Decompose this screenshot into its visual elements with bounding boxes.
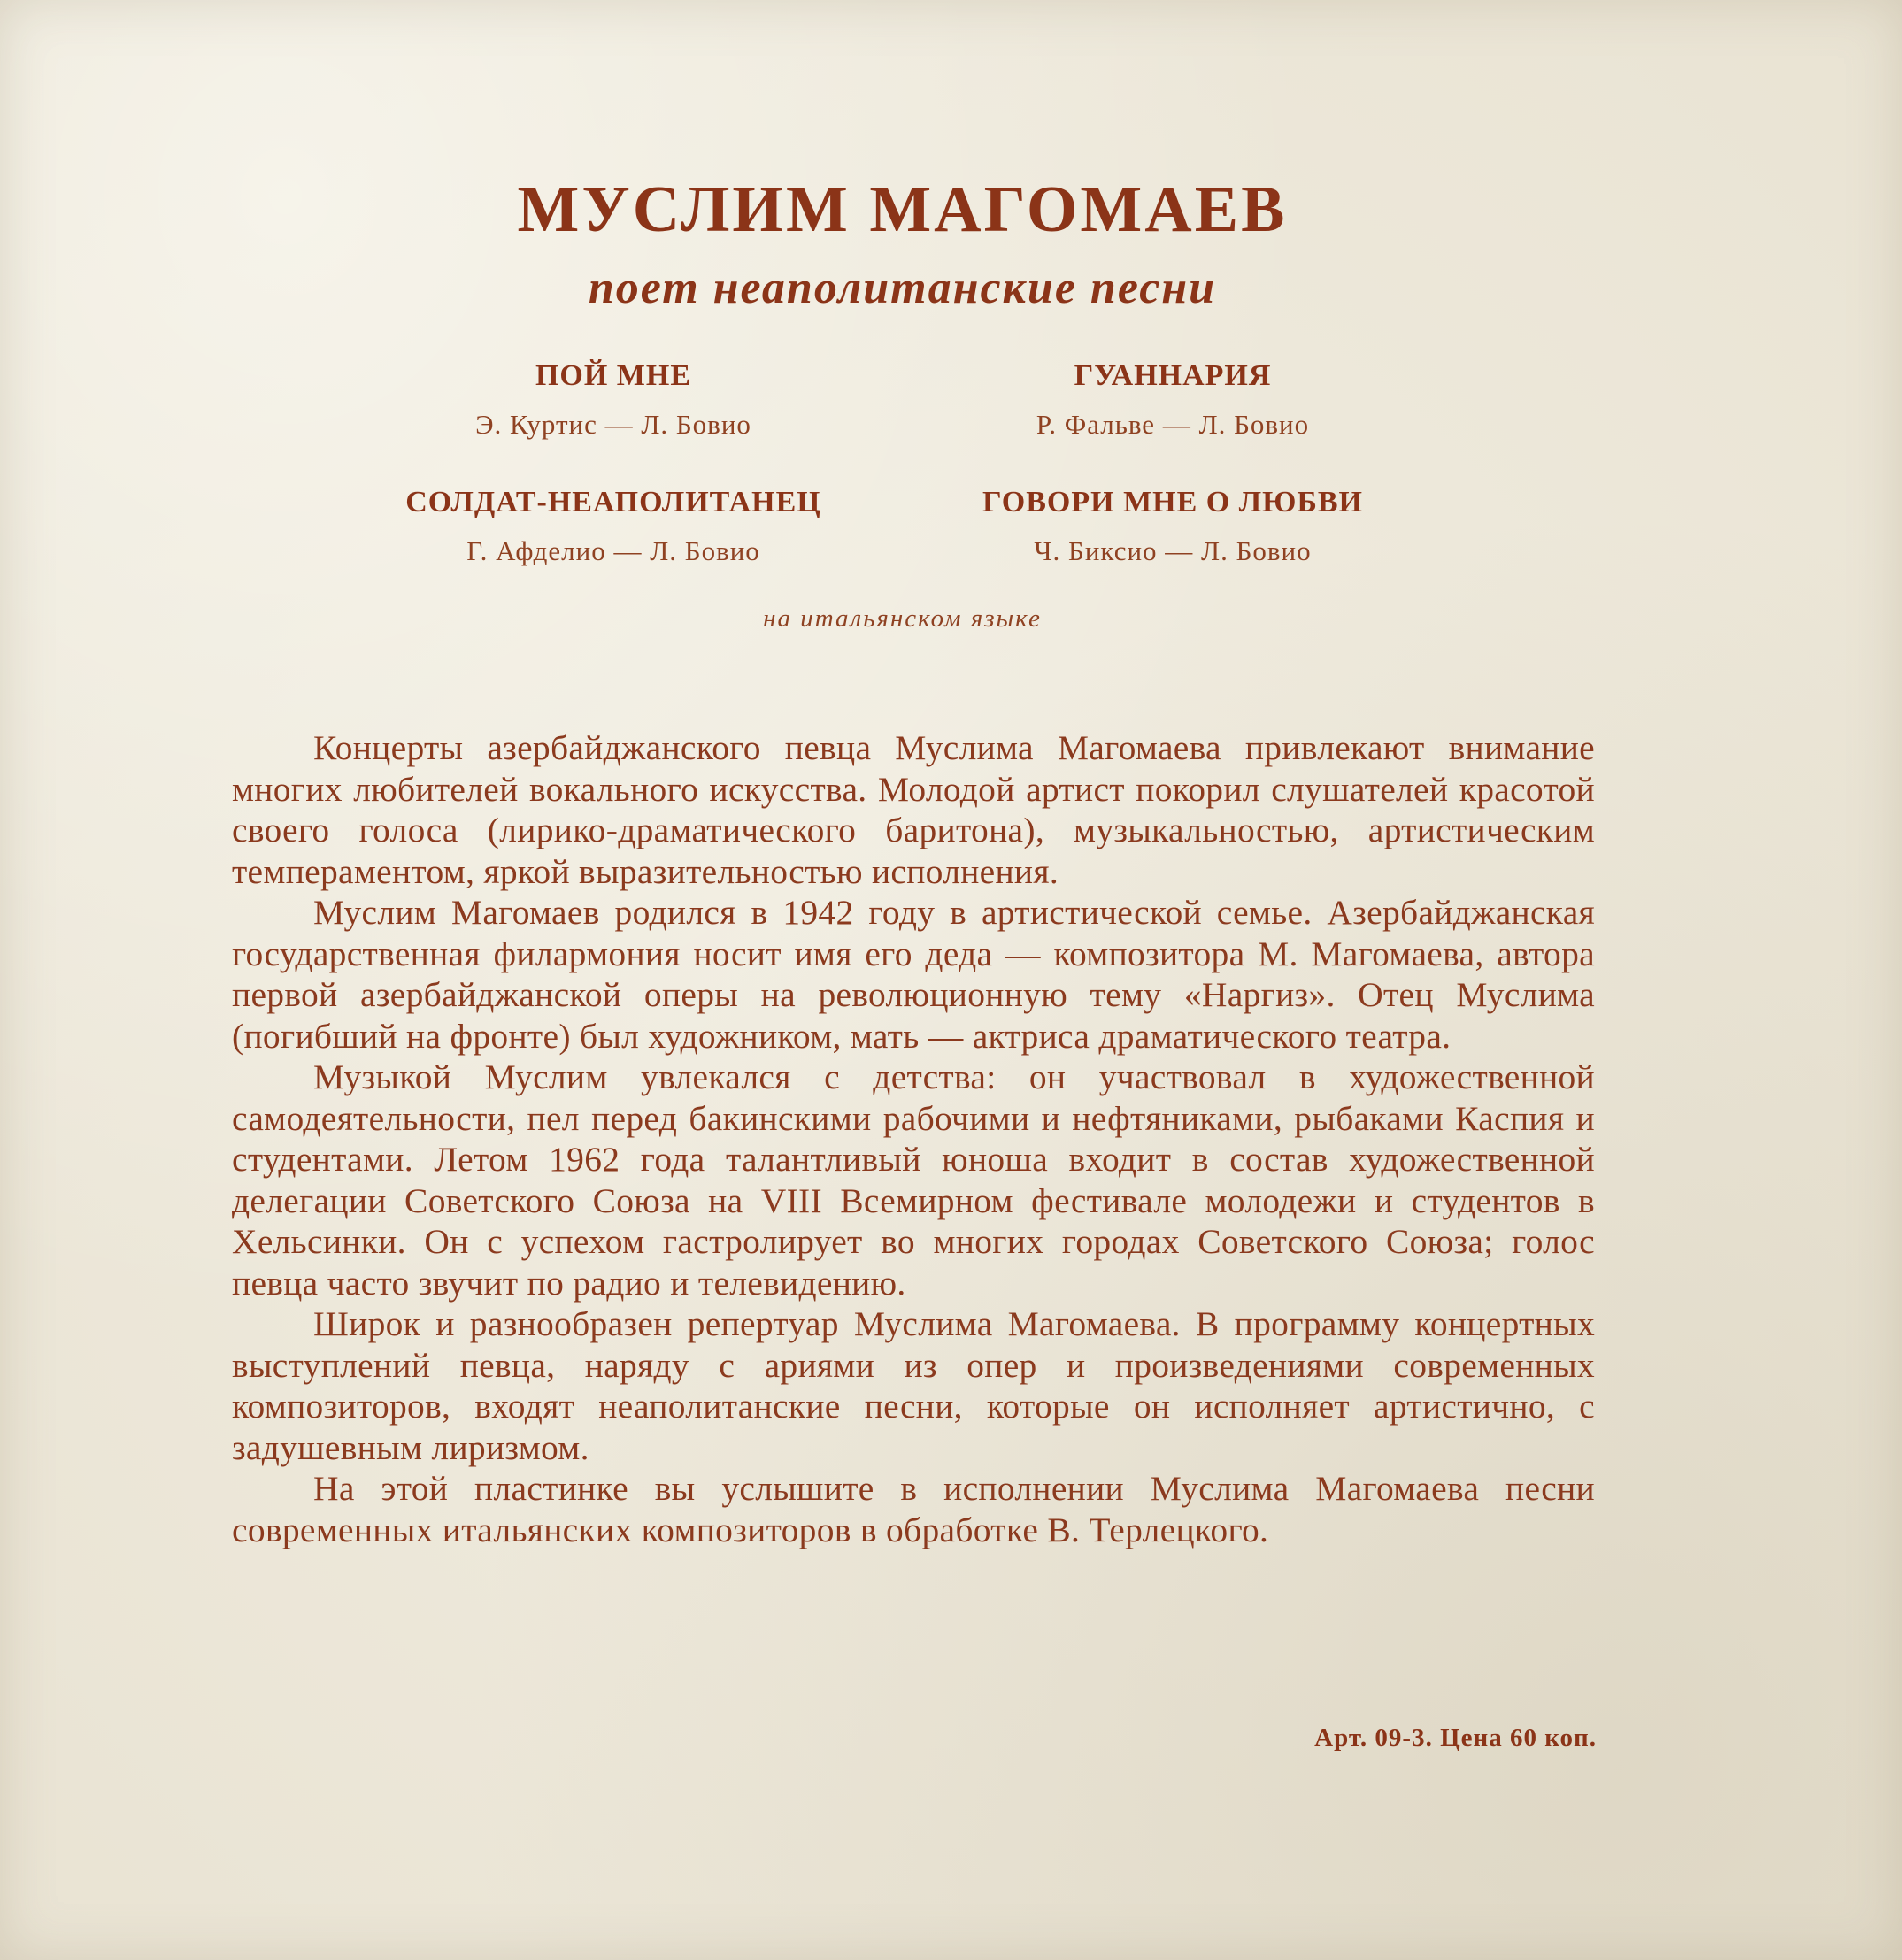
song-authors: Г. Афделио — Л. Бовио bbox=[466, 535, 760, 566]
paragraph-3: Музыкой Муслим увлекался с детства: он участвовал в художественной самодеятельности, пел перед бакинскими рабочими и нефтяниками, рыбаками Каспия и студентами. Летом 1962 года талантливый юноша входит в состав художественной делегации Советского Союза на VIII Всемирном фестивале молодежи и студентов в Хельсинки. Он с успехом гастролирует во многих городах Советского Союза; голос певца часто звучит по радио и телевидению. bbox=[232, 1057, 1595, 1303]
song-3 bbox=[304, 484, 923, 569]
song-authors: Р. Фальве — Л. Бовио bbox=[1036, 409, 1310, 440]
paragraph-2: Муслим Магомаев родился в 1942 году в артистической семье. Азербайджанская государственная филармония носит имя его деда — композитора М. Магомаева, автора первой азербайджанской оперы на революционную тему «Наргиз». Отец Муслима (погибший на фронте) был художником, мать — актриса драматического театра. bbox=[232, 893, 1595, 1056]
song-authors: Ч. Биксио — Л. Бовио bbox=[1034, 535, 1312, 566]
song-title: ПОЙ МНЕ bbox=[535, 359, 692, 392]
language-note: на итальянском языке bbox=[763, 604, 1042, 633]
paragraph-5: На этой пластинке вы услышите в исполнении Муслима Магомаева песни современных итальянских композиторов в обработке В. Терлецкого. bbox=[232, 1469, 1595, 1549]
catalog-price: Арт. 09-3. Цена 60 коп. bbox=[1314, 1724, 1597, 1752]
song-title: ГУАННАРИЯ bbox=[1074, 359, 1272, 392]
paragraph-4: Широк и разнообразен репертуар Муслима Магомаева. В программу концертных выступлений певца, наряду с ариями из опер и произведениями современных композиторов, входят неаполитанские песни, которые он исполняет артистично, с задушевным лиризмом. bbox=[232, 1304, 1595, 1467]
paragraph-1: Концерты азербайджанского певца Муслима Магомаева привлекают внимание многих любителей вокального искусства. Молодой артист покорил слушателей красотой своего голоса (лирико-драматического баритона), музыкальностью, артистическим темпераментом, яркой выразительностью исполнения. bbox=[232, 728, 1595, 891]
song-4 bbox=[863, 484, 1482, 569]
liner-notes bbox=[232, 727, 1595, 1550]
song-1 bbox=[304, 357, 923, 442]
song-title: ГОВОРИ МНЕ О ЛЮБВИ bbox=[982, 486, 1363, 519]
song-2 bbox=[863, 357, 1482, 442]
album-subtitle: поет неаполитанские песни bbox=[588, 263, 1217, 313]
artist-title: МУСЛИМ МАГОМАЕВ bbox=[517, 173, 1288, 246]
song-authors: Э. Куртис — Л. Бовио bbox=[475, 409, 751, 440]
song-title: СОЛДАТ-НЕАПОЛИТАНЕЦ bbox=[405, 486, 821, 519]
